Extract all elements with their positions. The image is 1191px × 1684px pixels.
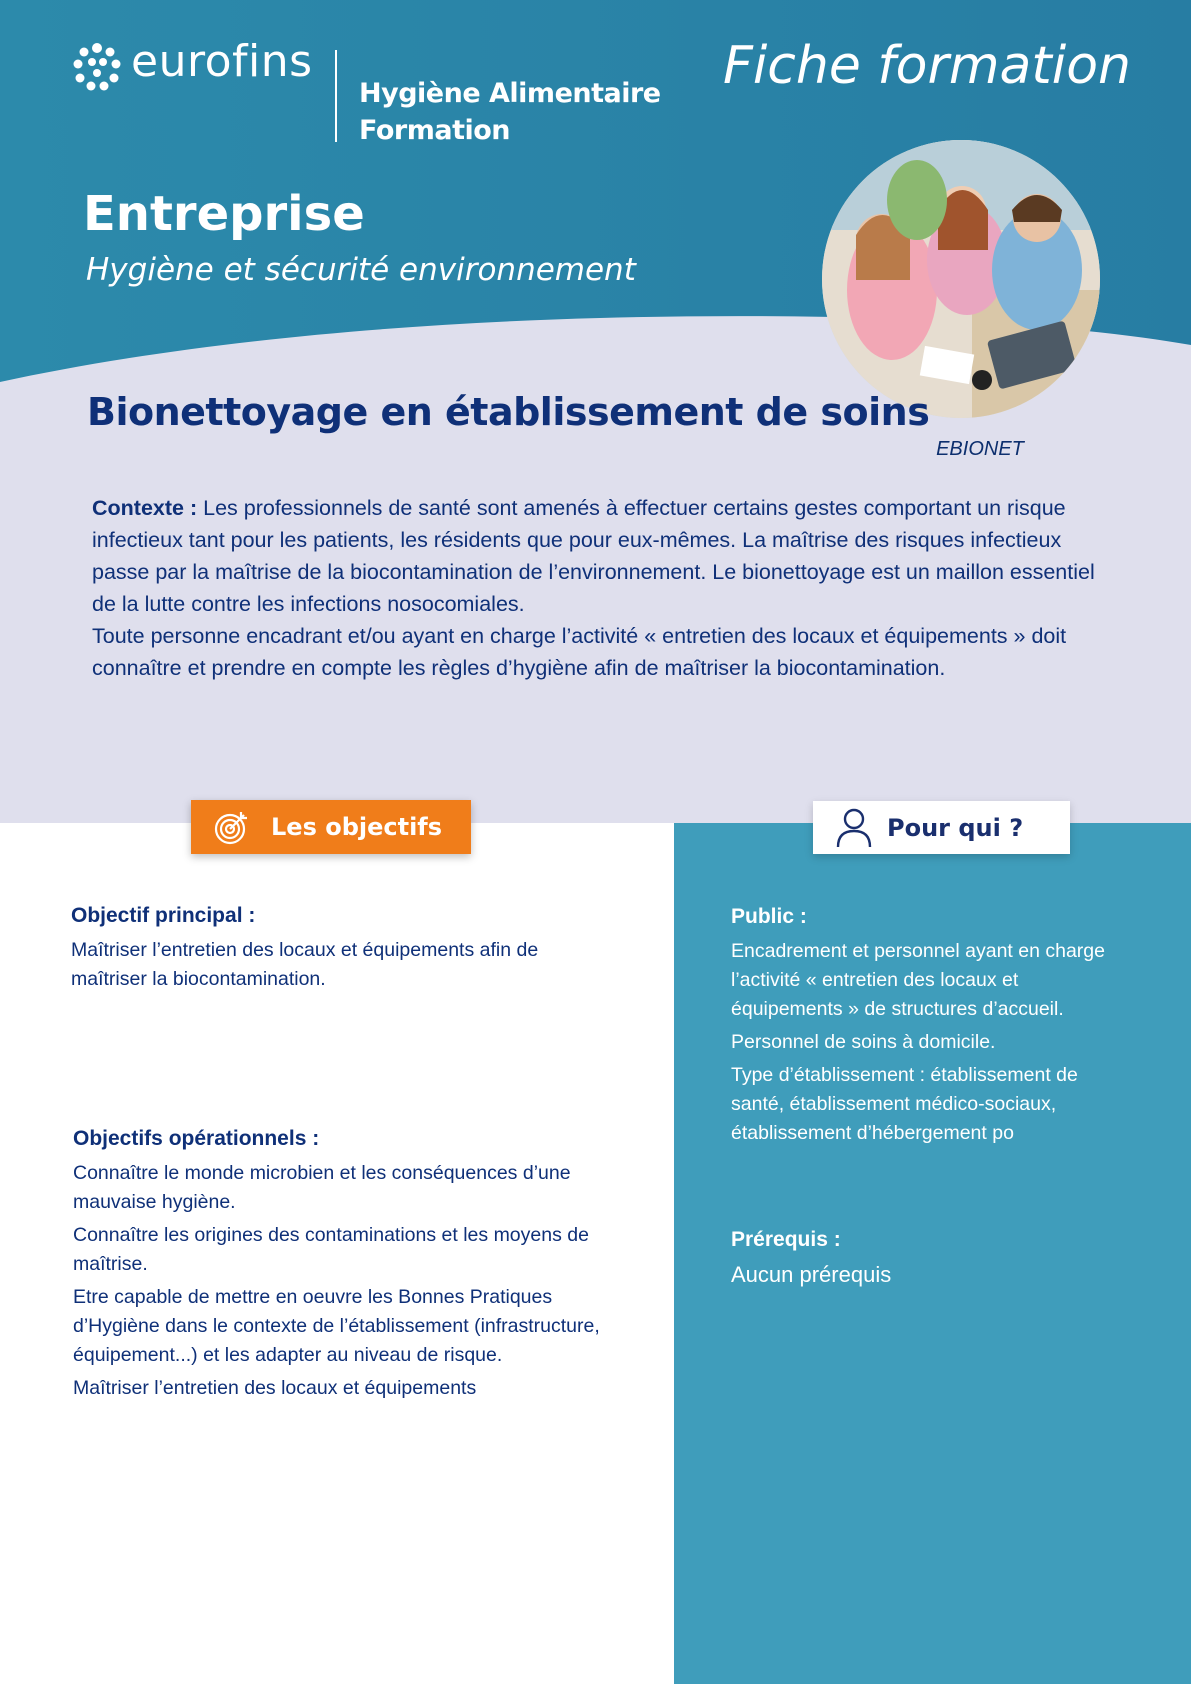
audience-block xyxy=(731,902,1131,1152)
subcategory-heading: Hygiène et sécurité environnement xyxy=(86,252,636,288)
context-text: Les professionnels de santé sont amenés à effectuer certains gestes comportant un risque infectieux tant pour les patients, les résidents que pour eux-mêmes. La maîtrise des risques infectieux passe par la maîtrise de la biocontamination de l’environnement. Le bionettoyage est un maillon essentiel de la lutte contre les infections nosocomiales. xyxy=(92,496,1095,616)
context-block xyxy=(92,492,1122,684)
logo-subtitle-line2: Formation xyxy=(359,115,511,146)
main-objective-text: Maîtriser l’entretien des locaux et équipements afin de maîtriser la biocontamination. xyxy=(71,939,539,990)
operational-objectives-heading: Objectifs opérationnels : xyxy=(73,1127,320,1150)
operational-objective-item: Etre capable de mettre en oeuvre les Bonnes Pratiques d’Hygiène dans le contexte de l’établissement (infrastructure, équipement...) et les adapter au niveau de risque. xyxy=(73,1286,600,1366)
course-code: EBIONET xyxy=(936,438,1024,460)
team-photo xyxy=(822,140,1100,418)
audience-item: Encadrement et personnel ayant en charge l’activité « entretien des locaux et équipements » de structures d’accueil. xyxy=(731,940,1105,1020)
audience-heading: Public : xyxy=(731,905,807,928)
objectives-tab xyxy=(191,800,471,854)
category-heading: Entreprise xyxy=(83,186,365,242)
main-objective-heading: Objectif principal : xyxy=(71,904,256,927)
operational-objectives-block xyxy=(73,1124,633,1407)
eurofins-logo-icon xyxy=(72,42,122,92)
operational-objective-item: Maîtriser l’entretien des locaux et équipements xyxy=(73,1377,477,1399)
context-paragraph-2: Toute personne encadrant et/ou ayant en charge l’activité « entretien des locaux et équipements » doit connaître et prendre en compte les règles d’hygiène afin de maîtriser la biocontamination. xyxy=(92,624,1067,680)
logo-subtitle-line1: Hygiène Alimentaire xyxy=(359,78,661,109)
audience-tab-label: Pour qui ? xyxy=(887,813,1024,842)
audience-item: Type d’établissement : établissement de santé, établissement médico-sociaux, établissement d’hébergement po xyxy=(731,1064,1078,1144)
main-objective-block xyxy=(71,901,611,998)
prerequisites-block xyxy=(731,1225,1131,1293)
prerequisites-heading: Prérequis : xyxy=(731,1228,841,1251)
context-label: Contexte : xyxy=(92,496,198,520)
objectives-tab-label: Les objectifs xyxy=(271,813,443,841)
operational-objective-item: Connaître le monde microbien et les conséquences d’une mauvaise hygiène. xyxy=(73,1162,571,1213)
context-paragraph xyxy=(92,492,1122,620)
course-title: Bionettoyage en établissement de soins xyxy=(87,390,930,434)
person-icon xyxy=(835,807,873,849)
document-type: Fiche formation xyxy=(722,36,1131,96)
audience-tab xyxy=(813,801,1070,854)
target-icon xyxy=(213,808,251,846)
logo-wordmark: eurofins xyxy=(131,36,313,87)
prerequisites-value: Aucun prérequis xyxy=(731,1262,892,1287)
operational-objective-item: Connaître les origines des contaminations et les moyens de maîtrise. xyxy=(73,1224,589,1275)
audience-item: Personnel de soins à domicile. xyxy=(731,1031,996,1053)
logo-divider xyxy=(335,50,337,142)
